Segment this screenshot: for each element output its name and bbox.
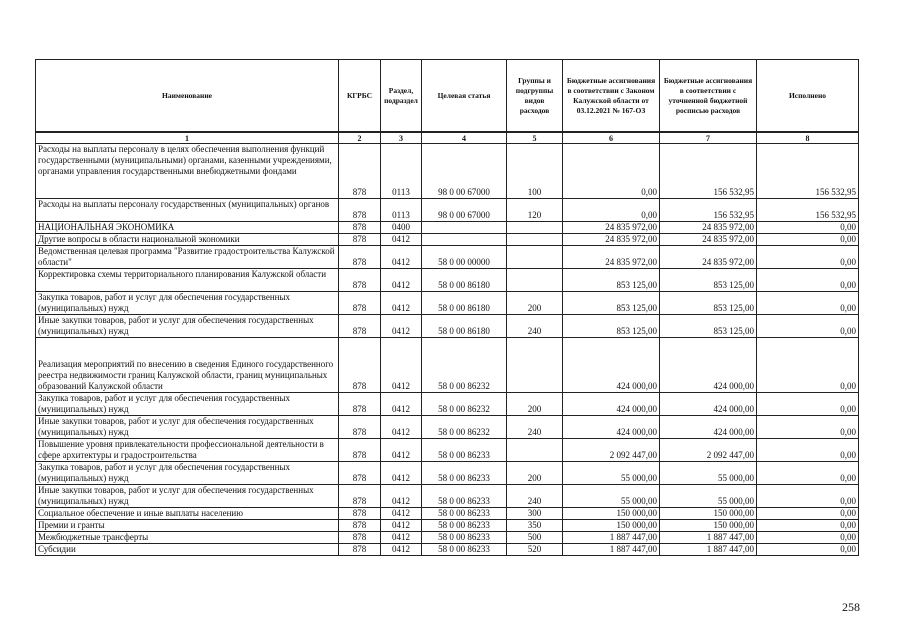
row-group: 200: [507, 462, 563, 485]
row-group: 200: [507, 393, 563, 416]
row-plan-amount: 24 835 972,00: [660, 234, 757, 246]
row-section: 0412: [381, 462, 422, 485]
row-group: [507, 246, 563, 269]
header-name: Наименование: [36, 60, 339, 133]
row-plan-amount: 1 887 447,00: [660, 544, 757, 556]
row-kgrbs: 878: [339, 246, 381, 269]
row-group: 520: [507, 544, 563, 556]
row-kgrbs: 878: [339, 508, 381, 520]
row-law-amount: 1 887 447,00: [563, 532, 660, 544]
row-target: [422, 222, 507, 234]
row-plan-amount: 150 000,00: [660, 508, 757, 520]
header-row: [36, 60, 859, 133]
column-number-row: [36, 132, 859, 144]
row-group: 240: [507, 485, 563, 508]
row-plan-amount: 424 000,00: [660, 416, 757, 439]
table-row: [36, 144, 859, 199]
row-done-amount: 0,00: [757, 222, 859, 234]
row-kgrbs: 878: [339, 222, 381, 234]
row-section: 0412: [381, 416, 422, 439]
row-kgrbs: 878: [339, 416, 381, 439]
row-section: 0412: [381, 520, 422, 532]
row-plan-amount: 1 887 447,00: [660, 532, 757, 544]
row-target: 58 0 00 86233: [422, 462, 507, 485]
row-group: 300: [507, 508, 563, 520]
row-section: 0412: [381, 393, 422, 416]
row-name: Межбюджетные трансферты: [36, 532, 339, 544]
row-done-amount: 0,00: [757, 234, 859, 246]
row-kgrbs: 878: [339, 485, 381, 508]
row-group: 500: [507, 532, 563, 544]
row-section: 0412: [381, 338, 422, 393]
row-law-amount: 24 835 972,00: [563, 222, 660, 234]
budget-table: [35, 59, 859, 556]
row-done-amount: 0,00: [757, 485, 859, 508]
column-number: 3: [381, 132, 422, 144]
row-name: Иные закупки товаров, работ и услуг для обеспечения государственных (муниципальных) нужд: [36, 416, 339, 439]
row-kgrbs: 878: [339, 520, 381, 532]
row-group: 240: [507, 416, 563, 439]
row-done-amount: 0,00: [757, 544, 859, 556]
row-name: Другие вопросы в области национальной экономики: [36, 234, 339, 246]
column-number: 1: [36, 132, 339, 144]
row-group: 100: [507, 144, 563, 199]
row-plan-amount: 156 532,95: [660, 144, 757, 199]
header-section: Раздел, подраздел: [381, 60, 422, 133]
row-kgrbs: 878: [339, 315, 381, 338]
table-row: [36, 338, 859, 393]
row-law-amount: 1 887 447,00: [563, 544, 660, 556]
table-row: [36, 439, 859, 462]
row-plan-amount: 853 125,00: [660, 292, 757, 315]
row-done-amount: 0,00: [757, 246, 859, 269]
row-target: 58 0 00 86232: [422, 416, 507, 439]
table-row: [36, 315, 859, 338]
row-name: Повышение уровня привлекательности профессиональной деятельности в сфере архитектуры и градостроительства: [36, 439, 339, 462]
row-section: 0412: [381, 315, 422, 338]
table-row: [36, 520, 859, 532]
row-kgrbs: 878: [339, 338, 381, 393]
row-name: Иные закупки товаров, работ и услуг для обеспечения государственных (муниципальных) нужд: [36, 315, 339, 338]
header-plan: Бюджетные ассигнования в соответствии с уточненной бюджетной росписью расходов: [660, 60, 757, 133]
row-kgrbs: 878: [339, 532, 381, 544]
row-done-amount: 0,00: [757, 439, 859, 462]
column-number: 4: [422, 132, 507, 144]
row-kgrbs: 878: [339, 234, 381, 246]
header-done: Исполнено: [757, 60, 859, 133]
row-law-amount: 0,00: [563, 199, 660, 222]
row-name: Корректировка схемы территориального планирования Калужской области: [36, 269, 339, 292]
row-section: 0113: [381, 199, 422, 222]
row-law-amount: 853 125,00: [563, 315, 660, 338]
row-done-amount: 0,00: [757, 338, 859, 393]
row-name: Ведомственная целевая программа "Развитие градостроительства Калужской области": [36, 246, 339, 269]
row-name: Иные закупки товаров, работ и услуг для обеспечения государственных (муниципальных) нужд: [36, 485, 339, 508]
row-done-amount: 0,00: [757, 292, 859, 315]
row-section: 0412: [381, 439, 422, 462]
row-law-amount: 424 000,00: [563, 393, 660, 416]
row-target: 58 0 00 86180: [422, 269, 507, 292]
row-name: Премии и гранты: [36, 520, 339, 532]
column-number: 2: [339, 132, 381, 144]
row-name: Расходы на выплаты персоналу в целях обеспечения выполнения функций государственными (муниципальными) органами, казенными учреждениями, органами управления государственными внебюджетными фондами: [36, 144, 339, 199]
table-row: [36, 292, 859, 315]
row-plan-amount: 424 000,00: [660, 338, 757, 393]
row-law-amount: 55 000,00: [563, 485, 660, 508]
row-done-amount: 0,00: [757, 462, 859, 485]
row-target: 58 0 00 86233: [422, 520, 507, 532]
table-row: [36, 246, 859, 269]
row-law-amount: 55 000,00: [563, 462, 660, 485]
row-target: 58 0 00 86233: [422, 439, 507, 462]
row-kgrbs: 878: [339, 439, 381, 462]
row-plan-amount: 24 835 972,00: [660, 246, 757, 269]
row-section: 0412: [381, 292, 422, 315]
row-section: 0412: [381, 234, 422, 246]
row-group: 120: [507, 199, 563, 222]
row-kgrbs: 878: [339, 292, 381, 315]
row-section: 0412: [381, 269, 422, 292]
row-plan-amount: 853 125,00: [660, 315, 757, 338]
row-plan-amount: 156 532,95: [660, 199, 757, 222]
row-plan-amount: 2 092 447,00: [660, 439, 757, 462]
row-done-amount: 0,00: [757, 520, 859, 532]
row-plan-amount: 55 000,00: [660, 485, 757, 508]
row-done-amount: 156 532,95: [757, 199, 859, 222]
row-name: Закупка товаров, работ и услуг для обеспечения государственных (муниципальных) нужд: [36, 292, 339, 315]
row-group: [507, 222, 563, 234]
page-number: 258: [842, 600, 860, 614]
row-name: Реализация мероприятий по внесению в сведения Единого государственного реестра недвижимости границ Калужской области, границ муниципальных образований Калужской области: [36, 338, 339, 393]
table-row: [36, 416, 859, 439]
row-kgrbs: 878: [339, 462, 381, 485]
row-group: [507, 234, 563, 246]
row-section: 0412: [381, 544, 422, 556]
row-section: 0113: [381, 144, 422, 199]
row-group: 350: [507, 520, 563, 532]
row-target: 58 0 00 86232: [422, 338, 507, 393]
row-target: [422, 234, 507, 246]
row-done-amount: 0,00: [757, 532, 859, 544]
row-name: Закупка товаров, работ и услуг для обеспечения государственных (муниципальных) нужд: [36, 462, 339, 485]
row-law-amount: 24 835 972,00: [563, 234, 660, 246]
table-body: [36, 144, 859, 556]
row-plan-amount: 55 000,00: [660, 462, 757, 485]
row-section: 0412: [381, 485, 422, 508]
table-row: [36, 485, 859, 508]
row-law-amount: 853 125,00: [563, 292, 660, 315]
row-law-amount: 24 835 972,00: [563, 246, 660, 269]
column-number: 8: [757, 132, 859, 144]
row-name: Закупка товаров, работ и услуг для обеспечения государственных (муниципальных) нужд: [36, 393, 339, 416]
row-plan-amount: 150 000,00: [660, 520, 757, 532]
table-row: [36, 393, 859, 416]
row-plan-amount: 424 000,00: [660, 393, 757, 416]
row-law-amount: 150 000,00: [563, 508, 660, 520]
row-kgrbs: 878: [339, 393, 381, 416]
table-row: [36, 269, 859, 292]
row-target: 58 0 00 86180: [422, 292, 507, 315]
row-target: 58 0 00 86233: [422, 544, 507, 556]
row-name: Расходы на выплаты персоналу государственных (муниципальных) органов: [36, 199, 339, 222]
header-law: Бюджетные ассигнования в соответствии с Законом Калужской области от 03.12.2021 № 167-ОЗ: [563, 60, 660, 133]
row-done-amount: 0,00: [757, 393, 859, 416]
row-done-amount: 156 532,95: [757, 144, 859, 199]
row-section: 0412: [381, 508, 422, 520]
row-group: [507, 338, 563, 393]
row-target: 58 0 00 86233: [422, 508, 507, 520]
table-row: [36, 462, 859, 485]
row-law-amount: 424 000,00: [563, 416, 660, 439]
row-law-amount: 2 092 447,00: [563, 439, 660, 462]
row-section: 0412: [381, 532, 422, 544]
row-target: 98 0 00 67000: [422, 199, 507, 222]
row-kgrbs: 878: [339, 544, 381, 556]
header-kgrbs: КГРБС: [339, 60, 381, 133]
header-group: Группы и подгруппы видов расходов: [507, 60, 563, 133]
row-group: 240: [507, 315, 563, 338]
row-law-amount: 150 000,00: [563, 520, 660, 532]
row-target: 98 0 00 67000: [422, 144, 507, 199]
row-law-amount: 0,00: [563, 144, 660, 199]
table-row: [36, 532, 859, 544]
row-kgrbs: 878: [339, 269, 381, 292]
row-name: Социальное обеспечение и иные выплаты населению: [36, 508, 339, 520]
row-kgrbs: 878: [339, 199, 381, 222]
row-section: 0400: [381, 222, 422, 234]
row-target: 58 0 00 00000: [422, 246, 507, 269]
row-group: [507, 269, 563, 292]
row-name: НАЦИОНАЛЬНАЯ ЭКОНОМИКА: [36, 222, 339, 234]
row-plan-amount: 24 835 972,00: [660, 222, 757, 234]
row-done-amount: 0,00: [757, 416, 859, 439]
row-kgrbs: 878: [339, 144, 381, 199]
column-number: 6: [563, 132, 660, 144]
row-target: 58 0 00 86233: [422, 485, 507, 508]
row-target: 58 0 00 86232: [422, 393, 507, 416]
column-number: 7: [660, 132, 757, 144]
row-group: [507, 439, 563, 462]
table-row: [36, 544, 859, 556]
column-number: 5: [507, 132, 563, 144]
table-row: [36, 234, 859, 246]
table-row: [36, 222, 859, 234]
row-target: 58 0 00 86233: [422, 532, 507, 544]
row-group: 200: [507, 292, 563, 315]
row-done-amount: 0,00: [757, 269, 859, 292]
row-target: 58 0 00 86180: [422, 315, 507, 338]
table-row: [36, 508, 859, 520]
row-plan-amount: 853 125,00: [660, 269, 757, 292]
row-law-amount: 424 000,00: [563, 338, 660, 393]
table-row: [36, 199, 859, 222]
row-name: Субсидии: [36, 544, 339, 556]
row-done-amount: 0,00: [757, 508, 859, 520]
header-target: Целевая статья: [422, 60, 507, 133]
row-law-amount: 853 125,00: [563, 269, 660, 292]
row-done-amount: 0,00: [757, 315, 859, 338]
row-section: 0412: [381, 246, 422, 269]
